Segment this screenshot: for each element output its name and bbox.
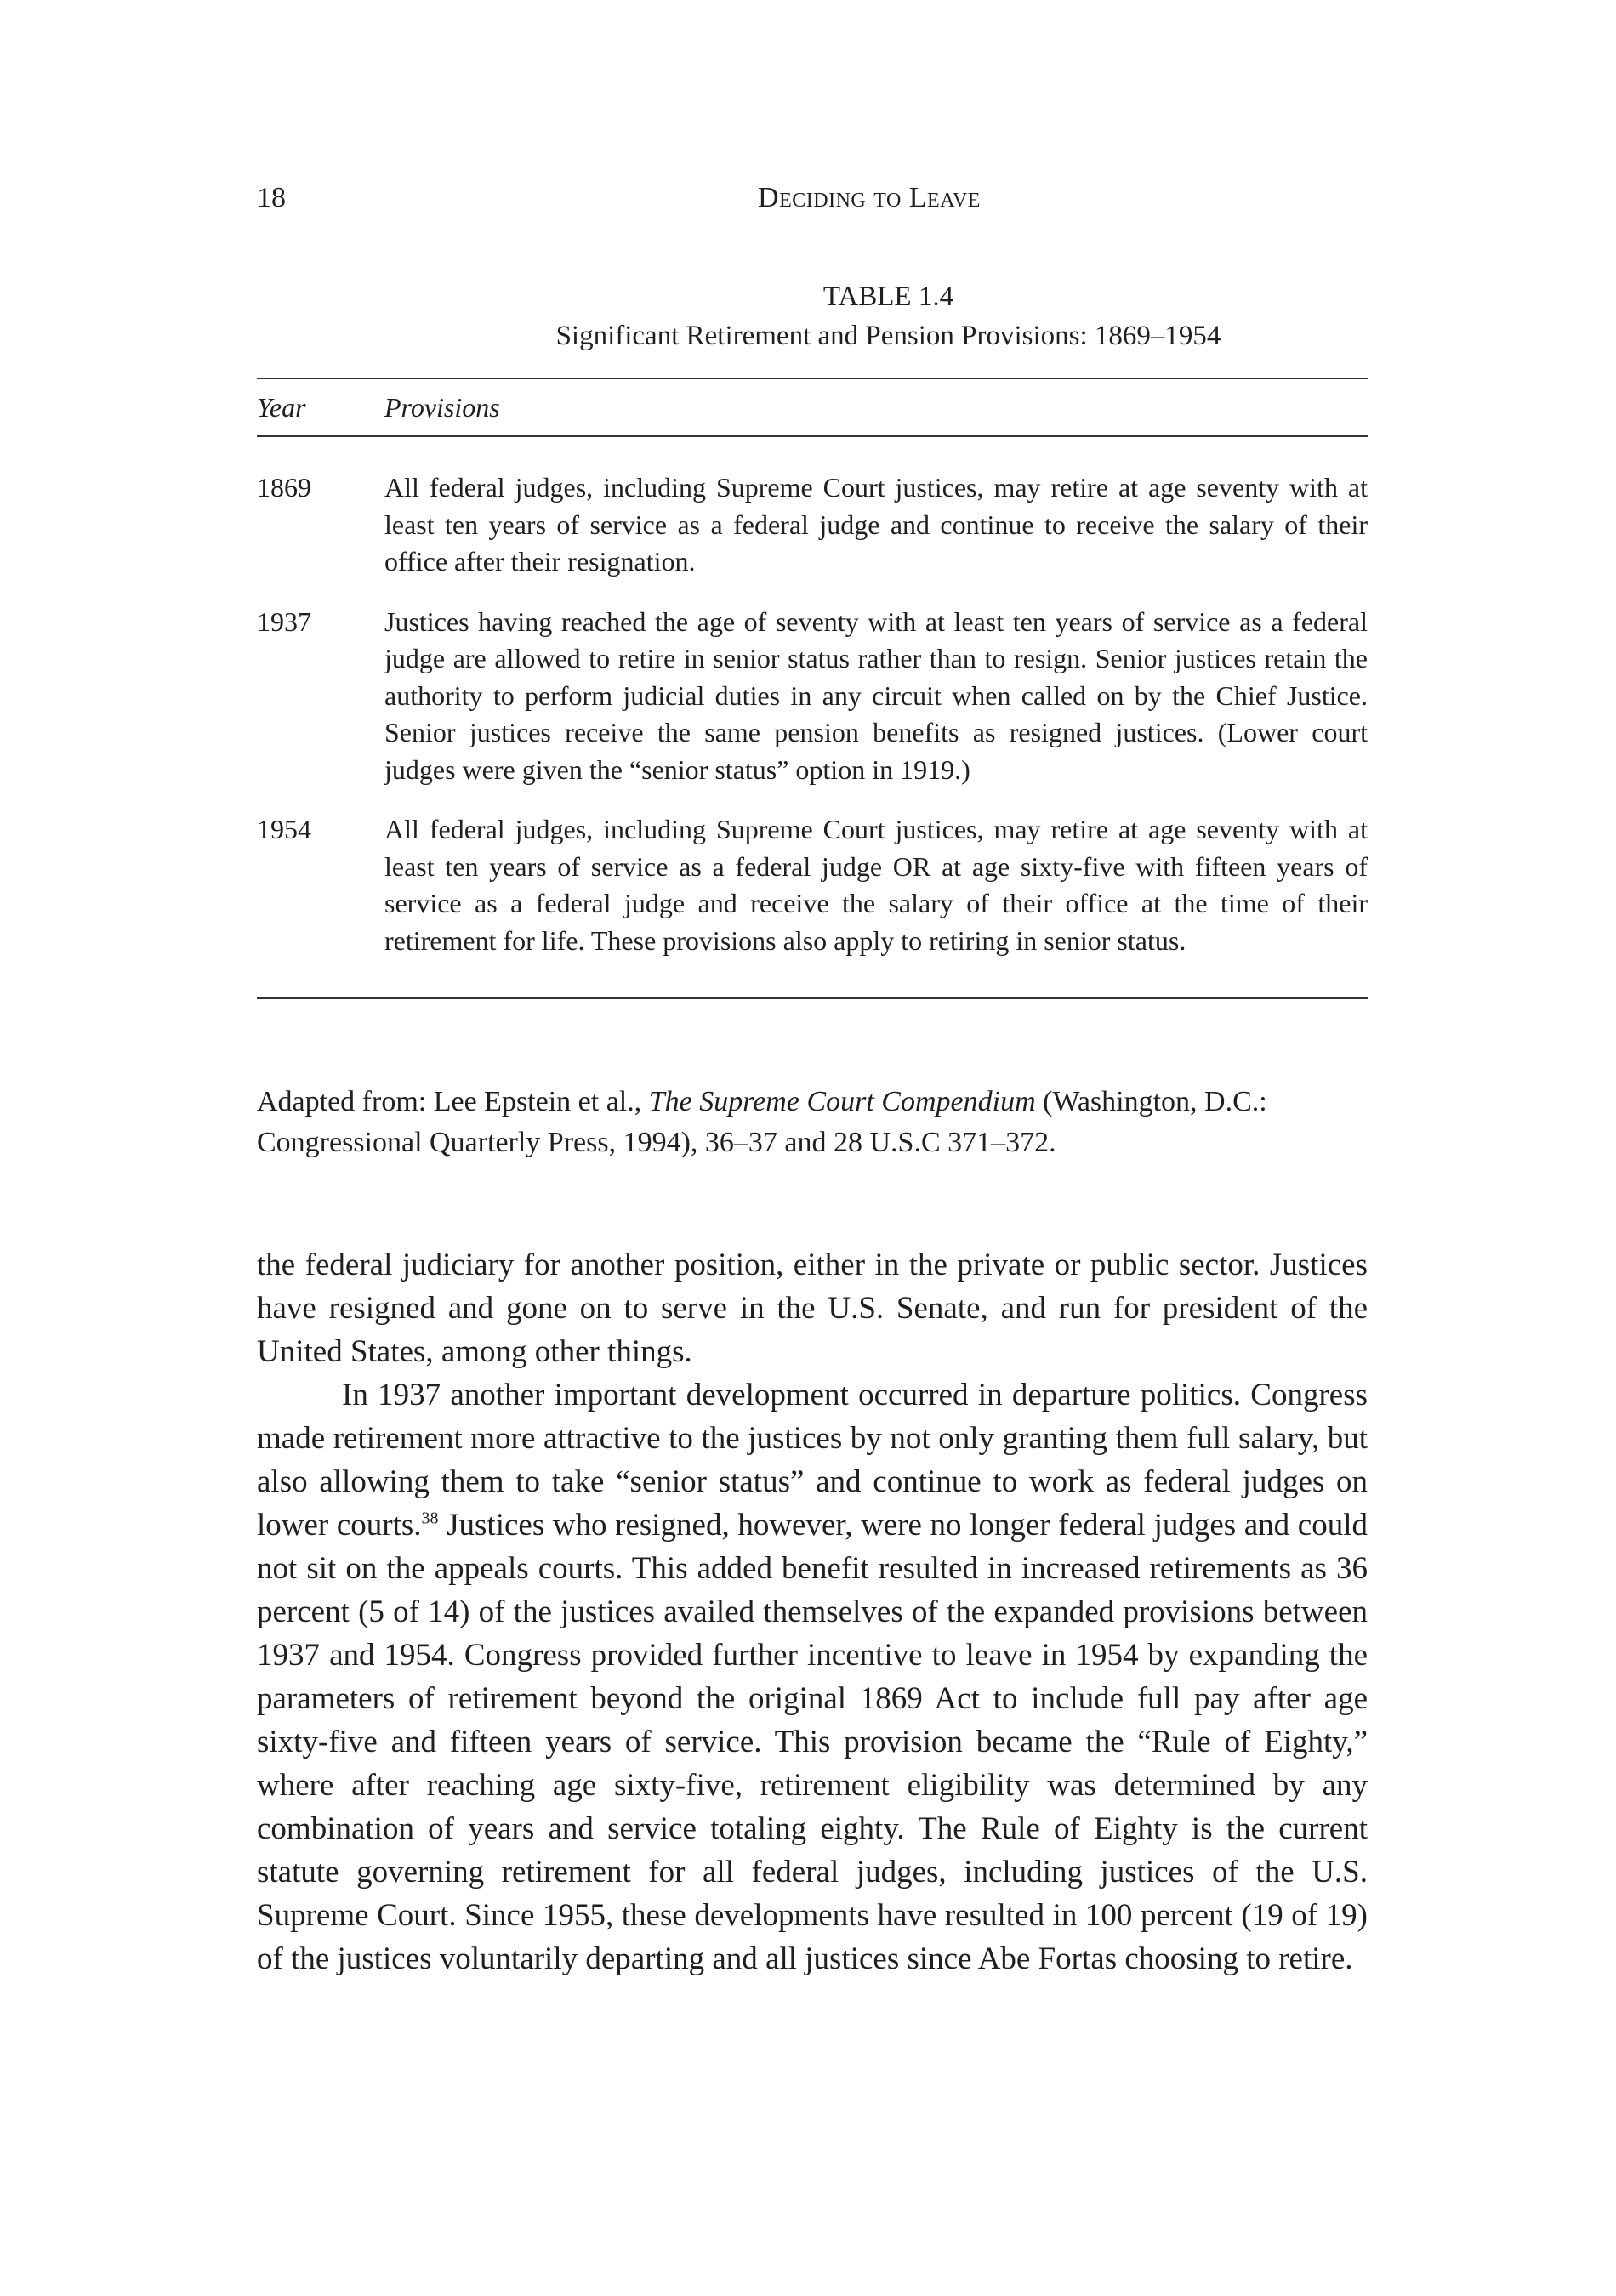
footnote-reference[interactable]: 38 <box>421 1509 439 1528</box>
table-bottom-rule <box>257 997 1368 999</box>
source-prefix: Adapted from: Lee Epstein et al., <box>257 1086 649 1117</box>
row-year: 1937 <box>257 605 311 637</box>
column-header-year: Year <box>257 392 306 423</box>
source-work-title: The Supreme Court Compendium <box>648 1086 1036 1117</box>
row-provision: Justices having reached the age of seventy with at least ten years of service as a federal judge are allowed to retire in senior status rather than to resign. Senior justices retain the authority to perform judicial duties in any circuit when called on by the Chief Justice. Senior justices receive the same pension benefits as resigned justices. (Lower court judges were given the “senior status” option in 1919.) <box>384 605 1368 785</box>
row-year: 1869 <box>257 472 311 503</box>
source-suffix: (Washington, D.C.: Congressional Quarterly Press, 1994), 36–37 and 28 U.S.C 371–372. <box>257 1086 1267 1158</box>
column-header-provisions: Provisions <box>384 392 500 423</box>
paragraph: the federal judiciary for another position, either in the private or public sector. Justices have resigned and gone on to serve in the U.S. Senate, and run for president of the United States, among other things. <box>257 1247 1368 1369</box>
table-header-row <box>257 379 1368 435</box>
table-body <box>257 437 1368 997</box>
table-title: Significant Retirement and Pension Provisions: 1869–1954 <box>555 321 1221 351</box>
table-caption <box>257 277 1363 355</box>
body-text <box>257 1243 1368 1981</box>
paragraph <box>257 1373 1368 1981</box>
paragraph-text: Justices who resigned, however, were no longer federal judges and could not sit on the appeals courts. This added benefit resulted in increased retirements as 36 percent (5 of 14) of the justices availed themselves of the expanded provisions between 1937 and 1954. Congress provided further incentive to leave in 1954 by expanding the parameters of retirement beyond the original 1869 Act to include full pay after age sixty-five and fifteen years of service. This provision became the “Rule of Eighty,” where after reaching age sixty-five, retirement eligibility was determined by any combination of years and service totaling eighty. The Rule of Eighty is the current statute governing retirement for all federal judges, including justices of the U.S. Supreme Court. Since 1955, these developments have resulted in 100 percent (19 of 19) of the justices voluntarily departing and all justices since Abe Fortas choosing to retire. <box>257 1508 1368 1976</box>
row-provision: All federal judges, including Supreme Court justices, may retire at age seventy with at least ten years of service as a federal judge OR at age sixty-five with fifteen years of service as a federal judge and receive the salary of their office at the time of their retirement for life. These provisions also apply to retiring in senior status. <box>384 814 1368 956</box>
row-year: 1954 <box>257 814 311 844</box>
table-source-note <box>257 1082 1368 1163</box>
table-row <box>257 469 1368 581</box>
book-title: Deciding to Leave <box>758 182 981 213</box>
provisions-table <box>257 378 1368 999</box>
paragraph-text: In 1937 another important development occurred in departure politics. Congress made retirement more attractive to the justices by not only granting them full salary, but also allowing them to take “senior status” and continue to work as federal judges on lower courts. <box>257 1378 1368 1543</box>
page-number: 18 <box>257 182 286 213</box>
table-row <box>257 811 1368 959</box>
row-provision: All federal judges, including Supreme Court justices, may retire at age seventy with at least ten years of service as a federal judge and continue to receive the salary of their office after their resignation. <box>384 472 1368 577</box>
table-number: TABLE 1.4 <box>822 281 954 312</box>
running-head <box>257 177 1363 219</box>
table-row <box>257 604 1368 789</box>
